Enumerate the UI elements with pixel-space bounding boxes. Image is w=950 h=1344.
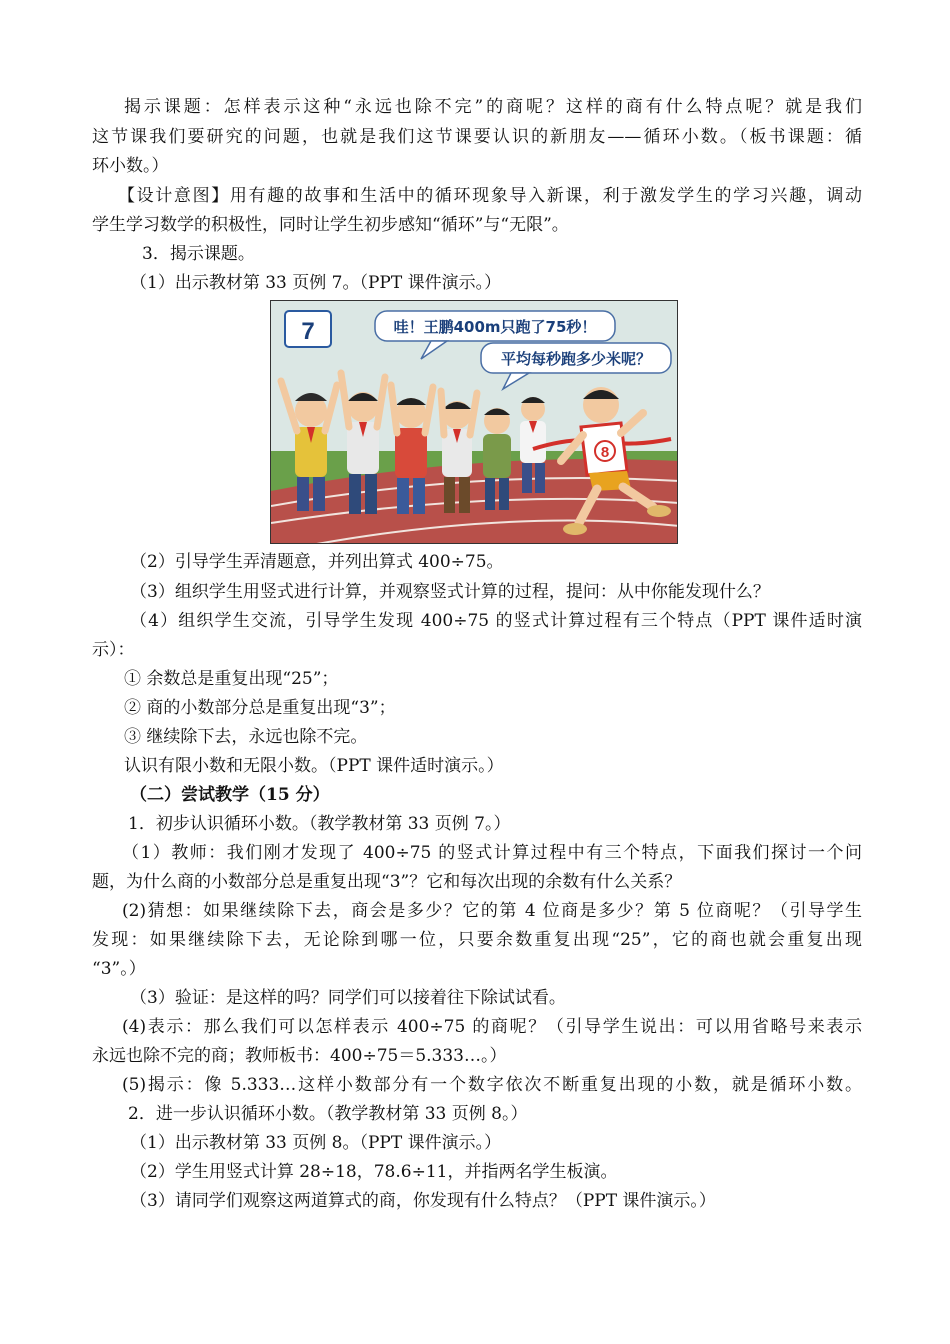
example-7-illustration: [270, 300, 678, 544]
paragraph-line: （2）学生用竖式计算 28÷18，78.6÷11，并指两名学生板演。: [130, 1162, 618, 1182]
paragraph-line: （3）组织学生用竖式进行计算，并观察竖式计算的过程，提问：从中你能发现什么？: [130, 582, 770, 602]
list-item: ① 余数总是重复出现“25”；: [124, 669, 339, 689]
paragraph-line: （1）出示教材第 33 页例 8。（PPT 课件演示。）: [130, 1133, 502, 1153]
paragraph-line: （1）出示教材第 33 页例 7。（PPT 课件演示。）: [130, 273, 502, 293]
paragraph-line: （3）请同学们观察这两道算式的商，你发现有什么特点？（PPT 课件演示。）: [130, 1191, 716, 1211]
paragraph-line: 环小数。）: [92, 156, 169, 176]
paragraph-line: 这节课我们要研究的问题，也就是我们这节课要认识的新朋友——循环小数。（板书课题：循: [92, 127, 862, 147]
list-item: ② 商的小数部分总是重复出现“3”；: [124, 698, 396, 718]
paragraph-line: 认识有限小数和无限小数。（PPT 课件适时演示。）: [124, 756, 504, 776]
paragraph-line: 学生学习数学的积极性，同时让学生初步感知“循环”与“无限”。: [92, 215, 569, 235]
bubble-text-2: 平均每秒跑多少米呢？: [500, 350, 652, 368]
example-number: 7: [301, 318, 315, 345]
paragraph-line: （2）引导学生弄清题意，并列出算式 400÷75。: [130, 552, 504, 572]
section-heading: （二）尝试教学（15 分）: [130, 785, 330, 805]
paragraph-line: (2)猜想：如果继续除下去，商会是多少？它的第 4 位商是多少？第 5 位商呢？（引导学生: [122, 901, 862, 921]
bubble-text-1: 哇！王鹏400m只跑了75秒！: [393, 318, 597, 336]
design-intent-line: 【设计意图】用有趣的故事和生活中的循环现象导入新课，利于激发学生的学习兴趣，调动: [118, 186, 862, 206]
paragraph-line: 永远也除不完的商；教师板书：400÷75＝5.333…。）: [92, 1046, 507, 1066]
paragraph-line: 示）：: [92, 640, 135, 660]
runner-number: 8: [600, 444, 610, 461]
paragraph-line: （3）验证：是这样的吗？同学们可以接着往下除试试看。: [130, 988, 566, 1008]
paragraph-line: 发现：如果继续除下去，无论除到哪一位，只要余数重复出现“25”，它的商也就会重复出现: [92, 930, 862, 950]
paragraph-line: 题，为什么商的小数部分总是重复出现“3”？它和每次出现的余数有什么关系？: [92, 872, 682, 892]
list-item: ③ 继续除下去，永远也除不完。: [124, 727, 368, 747]
section-heading: 2．进一步认识循环小数。（教学教材第 33 页例 8。）: [128, 1104, 528, 1124]
paragraph-line: “3”。）: [92, 959, 146, 979]
section-heading: 3．揭示课题。: [142, 244, 255, 264]
paragraph-line: (4)表示：那么我们可以怎样表示 400÷75 的商呢？（引导学生说出：可以用省略号来表示: [122, 1017, 862, 1037]
section-heading: 1．初步认识循环小数。（教学教材第 33 页例 7。）: [128, 814, 511, 834]
paragraph-line: （1）教师：我们刚才发现了 400÷75 的竖式计算过程中有三个特点，下面我们探讨一个问: [122, 843, 862, 863]
paragraph-line: (5)揭示：像 5.333…这样小数部分有一个数字依次不断重复出现的小数，就是循环小数。: [122, 1075, 862, 1095]
paragraph-line: （4）组织学生交流，引导学生发现 400÷75 的竖式计算过程有三个特点（PPT 课件适时演: [130, 611, 862, 631]
example-number-badge: [285, 311, 331, 347]
paragraph-line: 揭示课题：怎样表示这种“永远也除不完”的商呢？这样的商有什么特点呢？就是我们: [124, 97, 862, 117]
